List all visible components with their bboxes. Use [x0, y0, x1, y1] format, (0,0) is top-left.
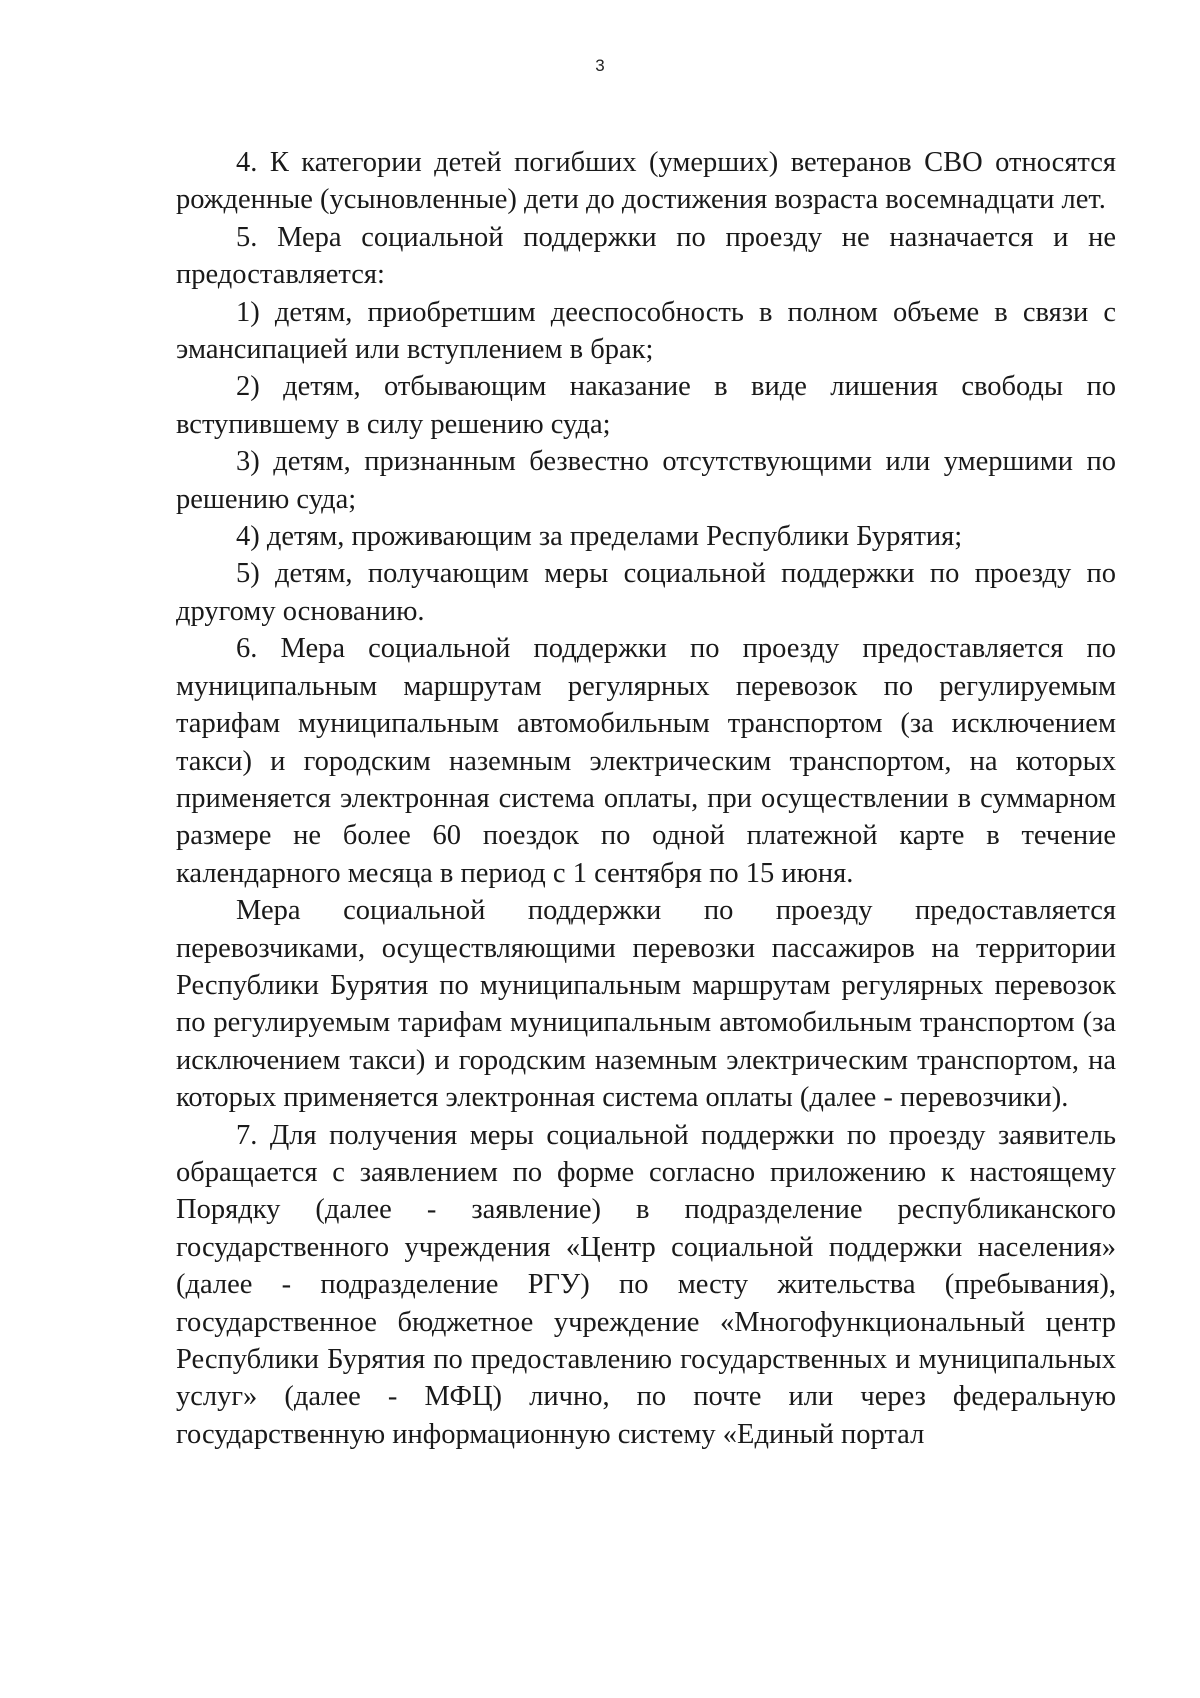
paragraph-6-continued: Мера социальной поддержки по проезду предоставляется перевозчиками, осуществляющими перевозки пассажиров на территории Республики Бурятия по муниципальным маршрутам регулярных перевозок по регулируемым тарифам муниципальным автомобильным транспортом (за исключением такси) и городским наземным электрическим транспортом, на которых применяется электронная система оплаты (далее - перевозчики).: [176, 895, 1116, 1114]
paragraph-7: 7. Для получения меры социальной поддержки по проезду заявитель обращается с заявлением по форме согласно приложению к настоящему Порядку (далее - заявление) в подразделение республиканского государственного учреждения «Центр социальной поддержки населения» (далее - подразделение РГУ) по месту жительства (пребывания), государственное бюджетное учреждение «Многофункциональный центр Республики Бурятия по предоставлению государственных и муниципальных услуг» (далее - МФЦ) лично, по почте или через федеральную государственную информационную систему «Единый портал: [176, 1119, 1116, 1450]
page-number: 3: [595, 56, 605, 75]
list-item-5-4: 4) детям, проживающим за пределами Республики Бурятия;: [236, 521, 963, 553]
paragraph-5: 5. Мера социальной поддержки по проезду не назначается и не предоставляется:: [176, 221, 1116, 291]
list-item-5-5: 5) детям, получающим меры социальной поддержки по проезду по другому основанию.: [176, 558, 1116, 627]
list-item-5-2: 2) детям, отбывающим наказание в виде лишения свободы по вступившему в силу решению суда;: [176, 371, 1116, 440]
paragraph-4: 4. К категории детей погибших (умерших) ветеранов СВО относятся рожденные (усыновленные) дети до достижения возраста восемнадцати лет.: [176, 147, 1116, 216]
list-item-5-1: 1) детям, приобретшим дееспособность в полном объеме в связи с эмансипацией или вступлением в брак;: [176, 296, 1116, 366]
document-body: [176, 144, 1116, 1453]
list-item-5-3: 3) детям, признанным безвестно отсутствующими или умершими по решению суда;: [176, 446, 1116, 515]
paragraph-6: 6. Мера социальной поддержки по проезду предоставляется по муниципальным маршрутам регулярных перевозок по регулируемым тарифам муниципальным автомобильным транспортом (за исключением такси) и городским наземным электрическим транспортом, на которых применяется электронная система оплаты, при осуществлении в суммарном размере не более 60 поездок по одной платежной карте в течение календарного месяца в период с 1 сентября по 15 июня.: [176, 633, 1116, 889]
